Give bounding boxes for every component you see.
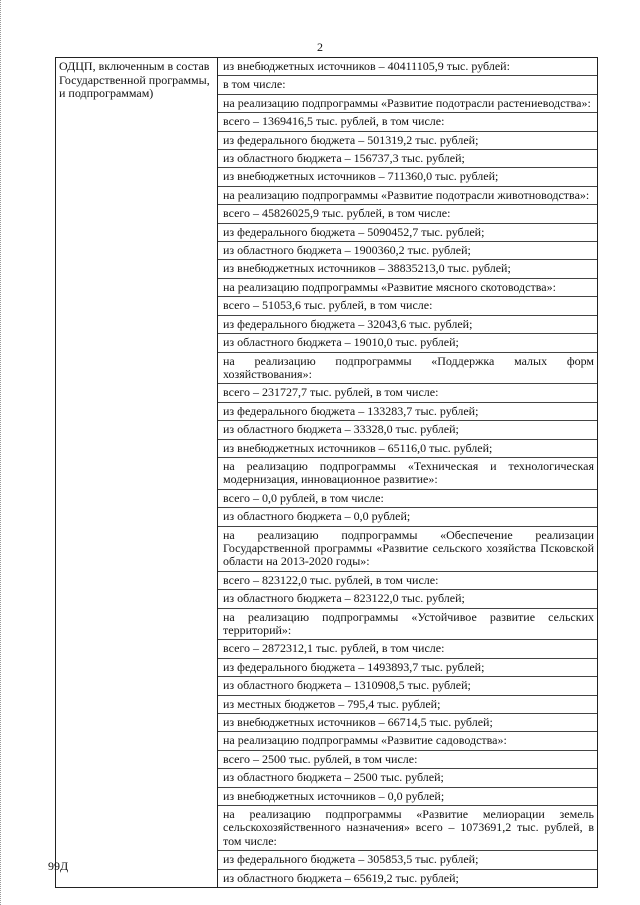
page-number: 2 <box>317 40 323 54</box>
funding-line: на реализацию подпрограммы «Устойчивое развитие сельских территорий»: <box>218 609 597 641</box>
funding-line: всего – 823122,0 тыс. рублей, в том числе: <box>218 572 597 590</box>
funding-line: из областного бюджета – 1310908,5 тыс. рублей; <box>218 677 597 695</box>
funding-line: из областного бюджета – 156737,3 тыс. рублей; <box>218 150 597 168</box>
funding-line: на реализацию подпрограммы «Развитие подотрасли растениеводства»: <box>218 95 597 113</box>
funding-line: из федерального бюджета – 133283,7 тыс. рублей; <box>218 403 597 421</box>
funding-line: на реализацию подпрограммы «Развитие подотрасли животноводства»: <box>218 187 597 205</box>
funding-line: всего – 231727,7 тыс. рублей, в том числе: <box>218 384 597 402</box>
funding-line: на реализацию подпрограммы «Обеспечение реализации Государственной программы «Развитие сельского хозяйства Псковской области на 2013-2020 годы»: <box>218 527 597 572</box>
funding-line: из внебюджетных источников – 66714,5 тыс. рублей; <box>218 714 597 732</box>
funding-line: из внебюджетных источников – 711360,0 тыс. рублей; <box>218 168 597 186</box>
scan-margin-line <box>0 0 2 905</box>
funding-line: из областного бюджета – 823122,0 тыс. рублей; <box>218 590 597 608</box>
funding-line: на реализацию подпрограммы «Развитие мясного скотоводства»: <box>218 279 597 297</box>
funding-line: на реализацию подпрограммы «Развитие садоводства»: <box>218 732 597 750</box>
funding-line: из федерального бюджета – 305853,5 тыс. рублей; <box>218 851 597 869</box>
funding-line: всего – 2500 тыс. рублей, в том числе: <box>218 751 597 769</box>
funding-line: на реализацию подпрограммы «Развитие мелиорации земель сельскохозяйственного назначения» всего – 1073691,2 тыс. рублей, в том числе: <box>218 806 597 851</box>
funding-line: из областного бюджета – 65619,2 тыс. рублей; <box>223 870 459 885</box>
left-column-label: ОДЦП, включенным в состав Государственной программы, и подпрограммам) <box>59 59 210 100</box>
funding-line: из областного бюджета – 33328,0 тыс. рублей; <box>218 421 597 439</box>
funding-lines-list <box>218 58 597 887</box>
funding-line: из внебюджетных источников – 65116,0 тыс. рублей; <box>218 440 597 458</box>
funding-line: из областного бюджета – 2500 тыс. рублей; <box>218 769 597 787</box>
funding-line: всего – 45826025,9 тыс. рублей, в том числе: <box>218 205 597 223</box>
funding-line: всего – 1369416,5 тыс. рублей, в том числе: <box>218 113 597 131</box>
funding-line: из местных бюджетов – 795,4 тыс. рублей; <box>218 696 597 714</box>
right-column-cell <box>218 58 598 888</box>
funding-line: из областного бюджета – 19010,0 тыс. рублей; <box>218 334 597 352</box>
funding-line: из областного бюджета – 1900360,2 тыс. рублей; <box>218 242 597 260</box>
funding-table <box>55 57 598 888</box>
funding-line: всего – 51053,6 тыс. рублей, в том числе: <box>218 297 597 315</box>
table-row <box>56 58 598 888</box>
funding-line: всего – 2872312,1 тыс. рублей, в том числе: <box>218 640 597 658</box>
funding-line: на реализацию подпрограммы «Техническая и технологическая модернизация, инновационное развитие»: <box>218 458 597 490</box>
footer-code: 99Д <box>48 859 69 873</box>
funding-line: из федерального бюджета – 32043,6 тыс. рублей; <box>218 316 597 334</box>
funding-line: из внебюджетных источников – 0,0 рублей; <box>218 788 597 806</box>
funding-line: из федерального бюджета – 5090452,7 тыс. рублей; <box>218 224 597 242</box>
funding-line: из федерального бюджета – 1493893,7 тыс. рублей; <box>218 659 597 677</box>
funding-line: всего – 0,0 рублей, в том числе: <box>218 490 597 508</box>
funding-line: из областного бюджета – 0,0 рублей; <box>218 508 597 526</box>
funding-line: из внебюджетных источников – 38835213,0 тыс. рублей; <box>218 260 597 278</box>
funding-line: из внебюджетных источников – 40411105,9 тыс. рублей: <box>218 58 597 76</box>
funding-line: в том числе: <box>218 76 597 94</box>
left-column-cell <box>56 58 218 888</box>
funding-line: на реализацию подпрограммы «Поддержка малых форм хозяйствования»: <box>218 353 597 385</box>
funding-line: из федерального бюджета – 501319,2 тыс. рублей; <box>218 132 597 150</box>
